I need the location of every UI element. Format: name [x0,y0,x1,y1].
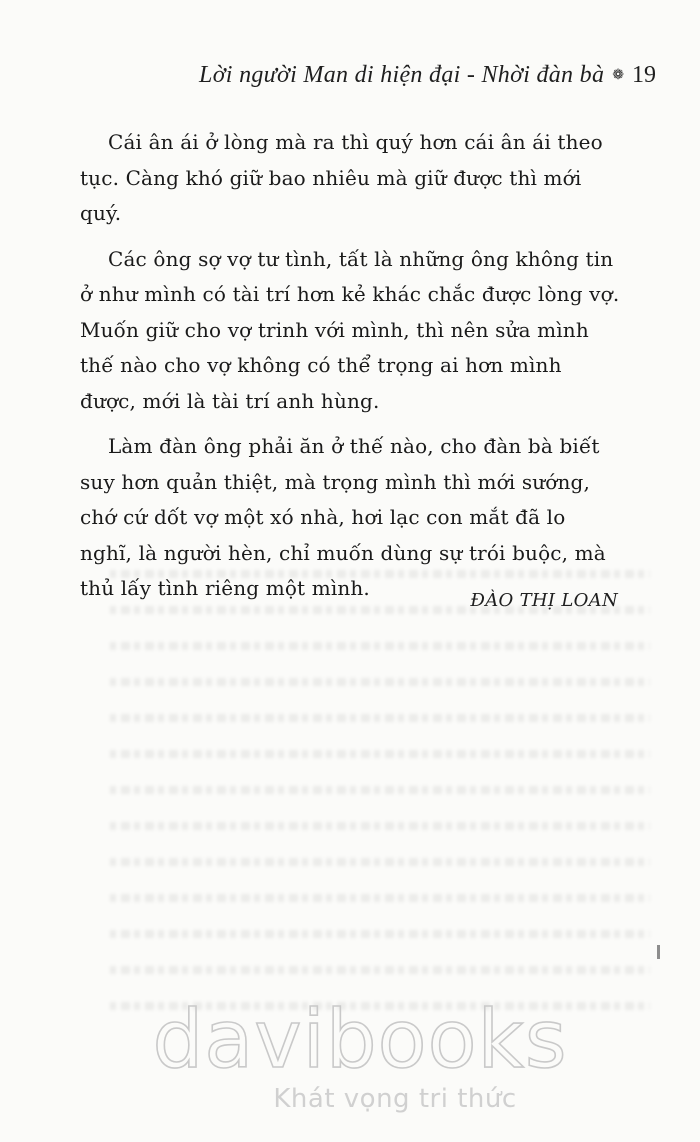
author-signature: ĐÀO THỊ LOAN [470,590,618,611]
bleed-line [110,714,650,722]
bleed-line [110,750,650,758]
paragraph: Làm đàn ông phải ăn ở thế nào, cho đàn bà biết suy hơn quản thiệt, mà trọng mình thì mới sướng, chớ cứ dốt vợ một xó nhà, hơi lạc con mắt đã lo nghĩ, là người hèn, chỉ muốn dùng sự trói buộc, mà thủ lấy tình riêng một mình. [80,434,606,600]
bleed-line [110,930,650,938]
bleed-line [110,642,650,650]
watermark-brand: davibooks [152,993,568,1086]
margin-mark [657,945,660,959]
watermark-slogan: Khát vọng tri thức [273,1084,517,1114]
running-header-title: Lời người Man di hiện đại - Nhời đàn bà [199,62,605,88]
flower-ornament-icon: ❁ [612,67,624,83]
bleed-line [110,966,650,974]
bleed-line [110,786,650,794]
bleed-line [110,678,650,686]
running-header [199,62,656,89]
paragraph: Các ông sợ vợ tư tình, tất là những ông không tin ở như mình có tài trí hơn kẻ khác chắc được lòng vợ. Muốn giữ cho vợ trinh với mình, thì nên sửa mình thế nào cho vợ không có thể trọng ai hơn mình được, mới là tài trí anh hùng. [80,246,620,413]
page-number: 19 [632,62,656,88]
watermark [150,993,570,1114]
paragraph: Cái ân ái ở lòng mà ra thì quý hơn cái ân ái theo tục. Càng khó giữ bao nhiêu mà giữ được thì mới quý. [80,130,603,225]
bleed-line [110,822,650,830]
body-text [80,125,620,617]
bleed-line [110,894,650,902]
bleed-line [110,858,650,866]
